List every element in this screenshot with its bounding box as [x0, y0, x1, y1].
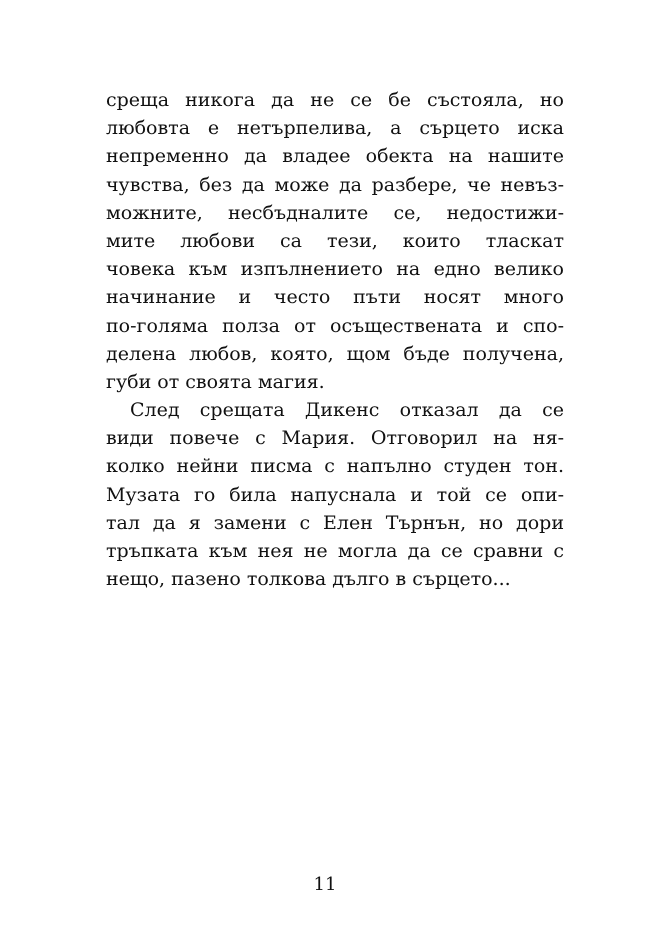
text-line: непременно да владее обекта на нашите	[106, 145, 564, 168]
text-line: колко нейни писма с напълно студен тон.	[106, 455, 564, 478]
text-line: среща никога да не се бе състояла, но	[106, 89, 564, 111]
text-line: по-голяма полза от осъществената и спо-	[106, 314, 564, 337]
text-line: тръпката към нея не могла да се сравни с	[106, 540, 564, 562]
page-number: 11	[313, 874, 337, 895]
text-line: губи от своята магия.	[106, 370, 325, 393]
text-line: нещо, пазено толкова дълго в сърцето...	[106, 568, 511, 591]
text-line: човека към изпълнението на едно велико	[106, 258, 564, 281]
paragraph-2	[106, 396, 564, 593]
text-line: След срещата Дикенс отказал да се	[130, 399, 564, 422]
body-text	[106, 86, 564, 593]
text-line: тал да я замени с Елен Търнън, но дори	[106, 511, 564, 534]
text-line: любовта е нетърпелива, а сърцето иска	[106, 117, 564, 140]
text-line: види повече с Мария. Отговорил на ня-	[106, 427, 564, 450]
text-line: можните, несбъдналите се, недостижи-	[106, 201, 564, 224]
text-line: начинание и често пъти носят много	[106, 286, 564, 309]
text-line: Музата го била напуснала и той се опи-	[106, 483, 564, 506]
paragraph-1	[106, 86, 564, 396]
text-line: чувства, без да може да разбере, че невъз-	[106, 173, 564, 196]
text-line: делена любов, която, щом бъде получена,	[106, 342, 564, 365]
text-line: мите любови са тези, които тласкат	[106, 229, 564, 252]
